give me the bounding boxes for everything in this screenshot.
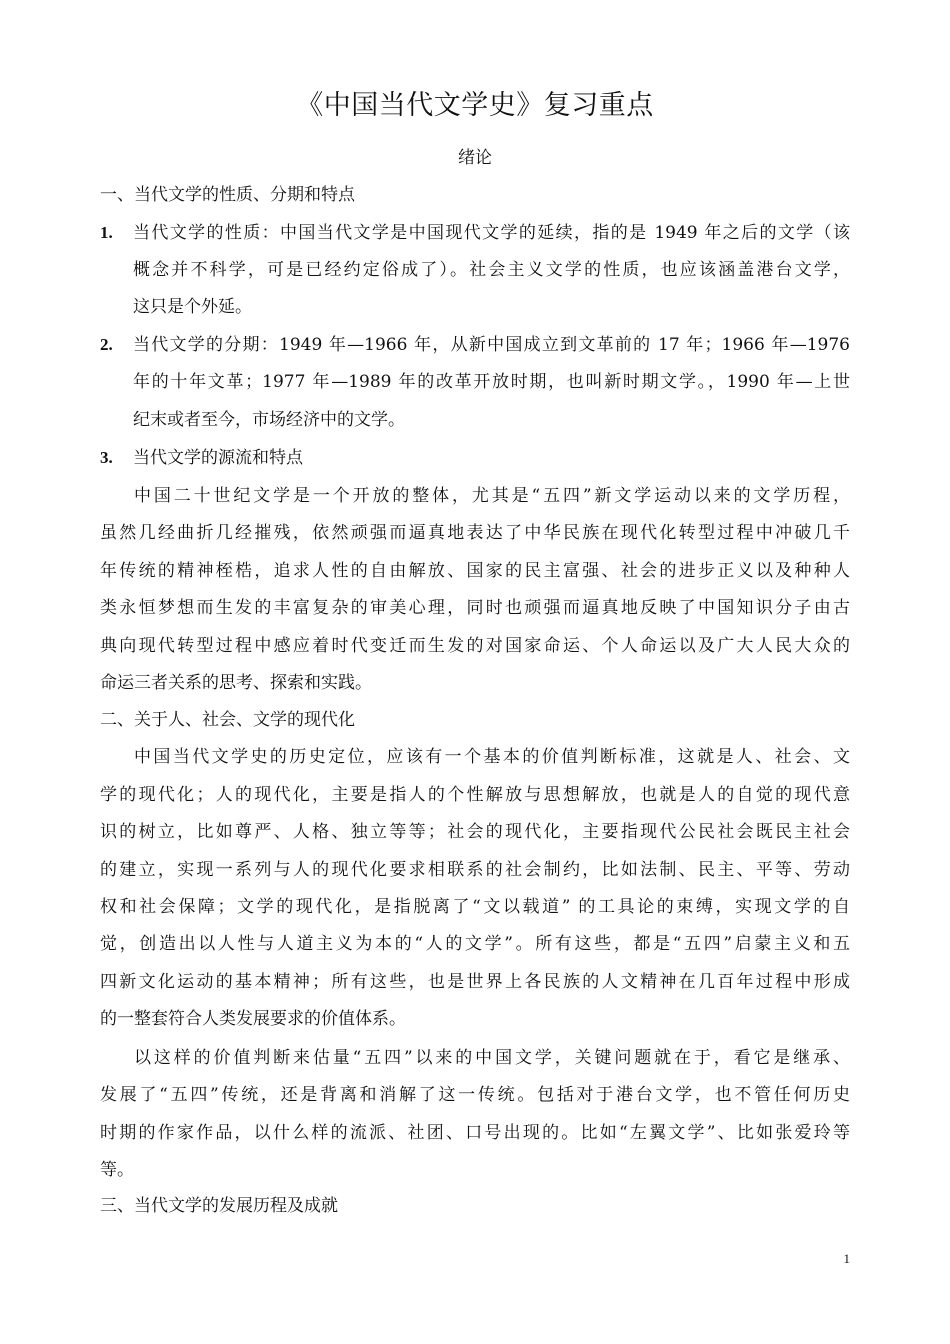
item-1-line: 这只是个外延。: [133, 297, 252, 317]
page-number: 1: [843, 1251, 850, 1266]
item-2-line: 年的十年文革；1977 年—1989 年的改革开放时期，也叫新时期文学。，1990 年—上世: [133, 372, 850, 392]
paragraph-line: 识的树立，比如尊严、人格、独立等等；社会的现代化，主要指现代公民社会既民主社会: [100, 822, 850, 842]
paragraph-line: 四新文化运动的基本精神；所有这些，也是世界上各民族的人文精神在几百年过程中形成: [100, 972, 850, 992]
paragraph-line: 发展了“五四”传统，还是背离和消解了这一传统。包括对于港台文学，也不管任何历史: [100, 1085, 850, 1105]
heading-2: 二、关于人、社会、文学的现代化: [100, 710, 355, 730]
document-title: 《中国当代文学史》复习重点: [296, 90, 654, 121]
paragraph-line: 年传统的精神桎梏，追求人性的自由解放、国家的民主富强、社会的进步正义以及种种人: [100, 561, 850, 581]
item-1-line: 概念并不科学，可是已经约定俗成了）。社会主义文学的性质，也应该涵盖港台文学，: [133, 260, 850, 280]
item-2-line: 纪末或者至今，市场经济中的文学。: [133, 410, 405, 430]
paragraph-line: 以这样的价值判断来估量“五四”以来的中国文学，关键问题就在于，看它是继承、: [134, 1048, 850, 1068]
paragraph-line: 典向现代转型过程中感应着时代变迁而生发的对国家命运、个人命运以及广大人民大众的: [100, 636, 850, 656]
paragraph-line: 中国二十世纪文学是一个开放的整体，尤其是“五四”新文学运动以来的文学历程，: [134, 486, 850, 506]
item-1-number: 1.: [100, 223, 113, 242]
paragraph-line: 等。: [100, 1160, 134, 1180]
paragraph-line: 虽然几经曲折几经摧残，依然顽强而逼真地表达了中华民族在现代化转型过程中冲破几千: [100, 523, 850, 543]
item-1-line: 当代文学的性质：中国当代文学是中国现代文学的延续，指的是 1949 年之后的文学（该: [133, 223, 850, 243]
section-subtitle: 绪论: [458, 148, 492, 168]
heading-1: 一、当代文学的性质、分期和特点: [100, 185, 355, 205]
paragraph-line: 觉，创造出以人性与人道主义为本的“人的文学”。所有这些，都是“五四”启蒙主义和五: [100, 934, 850, 954]
paragraph-line: 的建立，实现一系列与人的现代化要求相联系的社会制约，比如法制、民主、平等、劳动: [100, 860, 850, 880]
paragraph-line: 中国当代文学史的历史定位，应该有一个基本的价值判断标准，这就是人、社会、文: [134, 747, 850, 767]
item-2-number: 2.: [100, 335, 113, 354]
item-3-text: 当代文学的源流和特点: [133, 448, 303, 468]
item-2-line: 当代文学的分期：1949 年—1966 年，从新中国成立到文革前的 17 年；1966 年—1976: [133, 335, 850, 355]
paragraph-line: 的一整套符合人类发展要求的价值体系。: [100, 1009, 406, 1029]
paragraph-line: 类永恒梦想而生发的丰富复杂的审美心理，同时也顽强而逼真地反映了中国知识分子由古: [100, 598, 850, 618]
paragraph-line: 命运三者关系的思考、探索和实践。: [100, 673, 372, 693]
paragraph-line: 学的现代化；人的现代化，主要是指人的个性解放与思想解放，也就是人的自觉的现代意: [100, 785, 850, 805]
paragraph-line: 时期的作家作品，以什么样的流派、社团、口号出现的。比如“左翼文学”、比如张爱玲等: [100, 1123, 850, 1143]
item-3-number: 3.: [100, 448, 113, 467]
paragraph-line: 权和社会保障；文学的现代化，是指脱离了“文以载道” 的工具论的束缚，实现文学的自: [100, 897, 850, 917]
heading-3: 三、当代文学的发展历程及成就: [100, 1196, 338, 1216]
